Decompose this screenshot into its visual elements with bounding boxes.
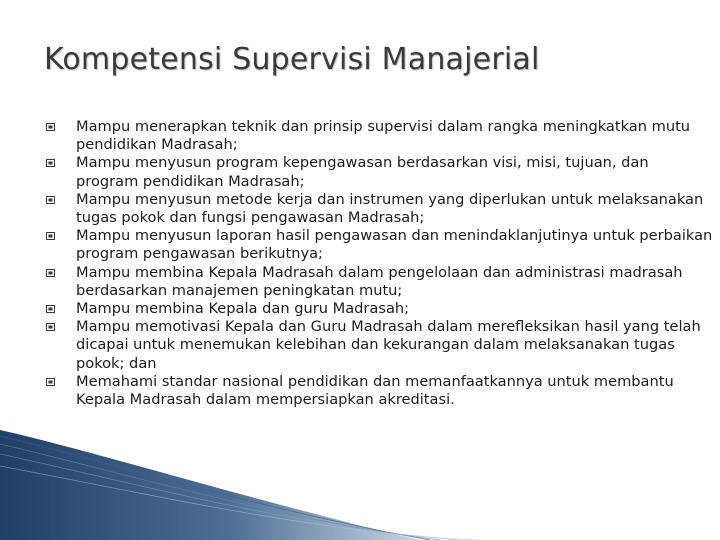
square-bullet-icon bbox=[46, 196, 55, 204]
list-item bbox=[46, 191, 714, 227]
list-item-text: Mampu membina Kepala Madrasah dalam pengelolaan dan administrasi madrasah berdasarkan manajemen peningkatan mutu; bbox=[76, 263, 683, 299]
list-item bbox=[46, 154, 714, 190]
list-item-text: Mampu menyusun program kepengawasan berdasarkan visi, misi, tujuan, dan program pendidikan Madrasah; bbox=[76, 154, 649, 190]
list-item bbox=[46, 264, 714, 300]
list-item bbox=[46, 118, 714, 154]
list-item-text: Memahami standar nasional pendidikan dan memanfaatkannya untuk membantu Kepala Madrasah dalam mempersiapkan akreditasi. bbox=[76, 372, 674, 409]
list-item-text: Mampu menerapkan teknik dan prinsip supervisi dalam rangka meningkatkan mutu pendidikan Madrasah; bbox=[76, 118, 691, 154]
square-bullet-icon bbox=[46, 159, 55, 167]
list-item bbox=[46, 318, 714, 373]
square-bullet-icon bbox=[46, 305, 55, 313]
list-item-text: Mampu memotivasi Kepala dan Guru Madrasah dalam merefleksikan hasil yang telah dicapai untuk menemukan kelebihan dan kekurangan dalam melaksanakan tugas pokok; dan bbox=[76, 318, 701, 372]
slide-title: Kompetensi Supervisi Manajerial bbox=[44, 42, 540, 77]
list-item-text: Mampu menyusun laporan hasil pengawasan dan menindaklanjutinya untuk perbaikan program pengawasan berikutnya; bbox=[76, 227, 713, 263]
decorative-swoosh bbox=[0, 430, 720, 540]
list-item bbox=[46, 227, 714, 263]
bullet-list bbox=[46, 118, 714, 409]
list-item-text: Mampu membina Kepala dan guru Madrasah; bbox=[76, 300, 410, 318]
square-bullet-icon bbox=[46, 269, 55, 277]
square-bullet-icon bbox=[46, 232, 55, 240]
list-item-text: Mampu menyusun metode kerja dan instrumen yang diperlukan untuk melaksanakan tugas pokok dan fungsi pengawasan Madrasah; bbox=[76, 190, 704, 227]
square-bullet-icon bbox=[46, 323, 55, 331]
square-bullet-icon bbox=[46, 378, 55, 386]
list-item bbox=[46, 300, 714, 318]
list-item bbox=[46, 373, 714, 409]
square-bullet-icon bbox=[46, 123, 55, 131]
